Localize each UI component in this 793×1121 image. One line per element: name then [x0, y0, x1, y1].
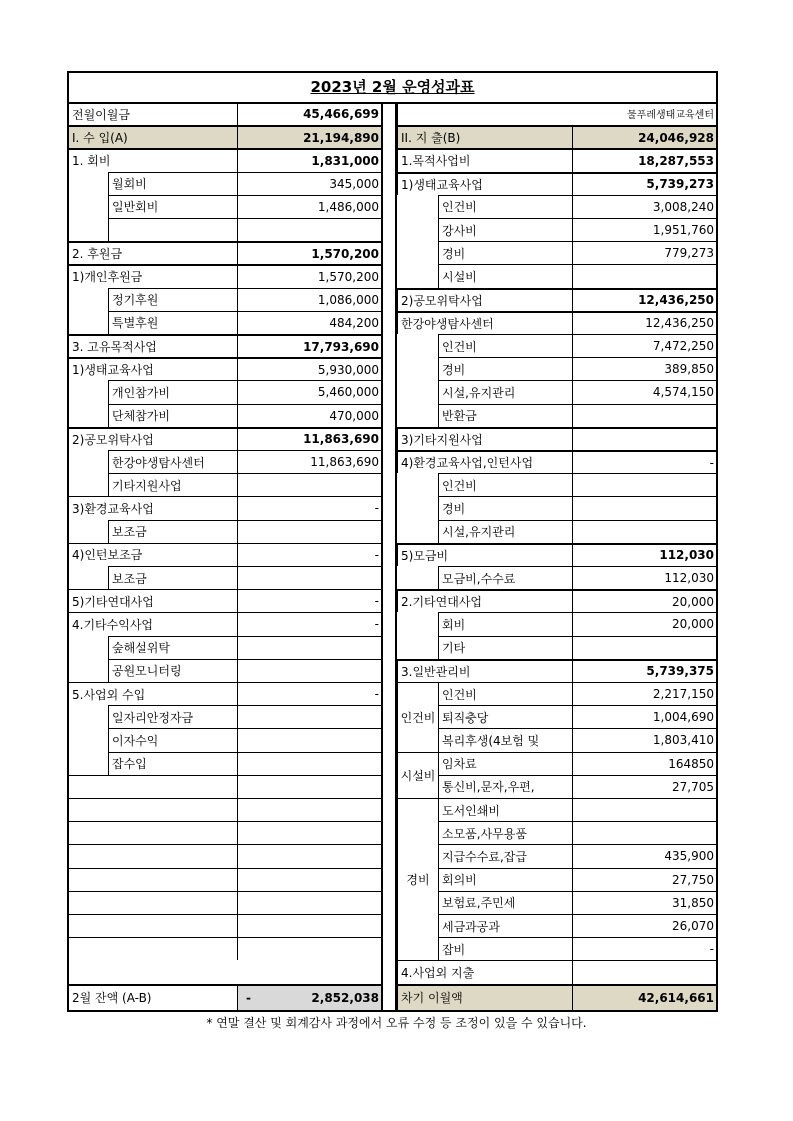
income-row-label: 일반회비: [108, 195, 237, 218]
balance-amount: 2,852,038: [311, 990, 379, 1005]
income-row-value: 1,486,000: [237, 195, 381, 218]
expense-row-label: 4.사업외 지출: [397, 960, 572, 983]
income-row-label: 특별후원: [108, 311, 237, 334]
income-row-value: [237, 636, 381, 659]
expense-row-label: 한강야생탐사센터: [397, 311, 572, 334]
expense-row-label: 경비: [438, 496, 572, 519]
expense-row-label: 도서인쇄비: [438, 798, 572, 821]
balance-sign: -: [246, 990, 251, 1005]
income-row-label: [69, 937, 237, 960]
group-label-labor: 인건비: [397, 682, 438, 752]
income-header-label: I. 수 입(A): [69, 125, 237, 148]
expense-row-label: 시설,유지관리: [438, 520, 572, 543]
income-row-label: 이자수익: [108, 728, 237, 751]
sheet-title: 2023년 2월 운영성과표: [69, 73, 716, 104]
expense-row-value: 389,850: [572, 357, 716, 380]
expense-row-label: 모금비,수수료: [438, 566, 572, 589]
income-row-label: 일자리안정자금: [108, 705, 237, 728]
expense-row-value: [572, 427, 716, 450]
income-row-value: 484,200: [237, 311, 381, 334]
income-row-value: -: [237, 496, 381, 519]
income-row-value: 470,000: [237, 404, 381, 427]
income-row-label: 1. 회비: [69, 148, 237, 171]
income-row-label: [69, 798, 237, 821]
income-row-value: [237, 914, 381, 937]
expense-row-value: 12,436,250: [572, 288, 716, 311]
income-row-label: 잡수입: [108, 752, 237, 775]
expense-row-value: [572, 821, 716, 844]
income-row-value: 1,570,200: [237, 241, 381, 264]
expense-row-label: 기타: [438, 636, 572, 659]
income-row-value: [237, 891, 381, 914]
expense-row-label: 인건비: [438, 334, 572, 357]
expense-row-label: 복리후생(4보험 및: [438, 728, 572, 751]
expense-row-label: 회비: [438, 612, 572, 635]
expense-row-value: [572, 960, 716, 983]
expense-row-value: 3,008,240: [572, 195, 716, 218]
income-row-label: 5.사업외 수입: [69, 682, 237, 705]
income-row-label: [108, 218, 237, 241]
income-row-value: -: [237, 612, 381, 635]
expense-row-label: 1.목적사업비: [397, 148, 572, 171]
income-row-value: 11,863,690: [237, 427, 381, 450]
carry-over-value: 42,614,661: [572, 984, 716, 1010]
expense-row-label: 보험료,주민세: [438, 891, 572, 914]
expense-row-value: 26,070: [572, 914, 716, 937]
expense-row-label: 경비: [438, 357, 572, 380]
expense-row-label: 소모품,사무용품: [438, 821, 572, 844]
income-row-label: 4.기타수익사업: [69, 612, 237, 635]
footnote: * 연말 결산 및 회계감사 과정에서 오류 수정 등 조정이 있을 수 있습니다.: [206, 1016, 587, 1030]
income-row-label: 숲해설위탁: [108, 636, 237, 659]
expense-row-label: 인건비: [438, 195, 572, 218]
expense-row-value: -: [572, 450, 716, 473]
income-row-value: -: [237, 682, 381, 705]
expense-row-value: -: [572, 937, 716, 960]
expense-row-label: 경비: [438, 241, 572, 264]
income-row-label: 보조금: [108, 520, 237, 543]
income-row-label: 정기후원: [108, 288, 237, 311]
grid-line: [381, 102, 383, 1010]
operating-results-sheet: [67, 71, 718, 1012]
expense-row-value: 112,030: [572, 543, 716, 566]
income-row-value: 1,831,000: [237, 148, 381, 171]
income-row-label: 1)개인후원금: [69, 264, 237, 287]
income-row-label: 보조금: [108, 566, 237, 589]
carry-over-label: 차기 이월액: [397, 984, 572, 1010]
expense-row-value: 2,217,150: [572, 682, 716, 705]
expense-header-label: II. 지 출(B): [397, 125, 572, 148]
expense-row-label: 잡비: [438, 937, 572, 960]
income-row-value: [237, 659, 381, 682]
income-row-label: 3)환경교육사업: [69, 496, 237, 519]
income-row-label: 한강야생탐사센터: [108, 450, 237, 473]
expense-row-value: [572, 264, 716, 287]
expense-row-value: 1,803,410: [572, 728, 716, 751]
income-row-label: 개인참가비: [108, 380, 237, 403]
balance-value: [237, 984, 381, 1010]
income-row-value: 345,000: [237, 172, 381, 195]
expense-row-value: [572, 496, 716, 519]
expense-row-value: 5,739,375: [572, 659, 716, 682]
income-row-label: 공원모니터링: [108, 659, 237, 682]
expense-row-value: 779,273: [572, 241, 716, 264]
income-row-label: 단체참가비: [108, 404, 237, 427]
income-row-value: -: [237, 589, 381, 612]
expense-row-label: 인건비: [438, 682, 572, 705]
income-row-value: [237, 566, 381, 589]
income-row-value: [237, 218, 381, 241]
income-row-value: [237, 775, 381, 798]
expense-row-label: 반환금: [438, 404, 572, 427]
org-name: 물푸레생태교육센터: [397, 102, 716, 125]
group-label-facility: 시설비: [397, 752, 438, 798]
income-row-label: 기타지원사업: [108, 473, 237, 496]
expense-row-value: [572, 404, 716, 427]
group-label-expense: 경비: [397, 798, 438, 960]
expense-row-value: [572, 473, 716, 496]
expense-row-label: 지급수수료,잡급: [438, 844, 572, 867]
expense-row-label: 임차료: [438, 752, 572, 775]
expense-row-value: 164850: [572, 752, 716, 775]
income-row-value: [237, 752, 381, 775]
expense-row-value: 18,287,553: [572, 148, 716, 171]
expense-row-value: 31,850: [572, 891, 716, 914]
income-row-value: 5,460,000: [237, 380, 381, 403]
income-row-value: 1,086,000: [237, 288, 381, 311]
expense-row-label: 2)공모위탁사업: [397, 288, 572, 311]
income-header-value: 21,194,890: [237, 125, 381, 148]
income-row-value: 11,863,690: [237, 450, 381, 473]
expense-row-label: 강사비: [438, 218, 572, 241]
income-row-label: [69, 891, 237, 914]
expense-row-value: 435,900: [572, 844, 716, 867]
income-row-value: 17,793,690: [237, 334, 381, 357]
expense-row-value: 4,574,150: [572, 380, 716, 403]
income-row-label: [69, 844, 237, 867]
income-row-label: 월회비: [108, 172, 237, 195]
income-row-label: [69, 868, 237, 891]
income-row-label: [69, 775, 237, 798]
income-row-label: 2. 후원금: [69, 241, 237, 264]
expense-row-label: 시설비: [438, 264, 572, 287]
expense-row-label: 3)기타지원사업: [397, 427, 572, 450]
income-row-label: [69, 821, 237, 844]
income-row-value: -: [237, 543, 381, 566]
prev-balance-value: 45,466,699: [237, 102, 381, 125]
expense-row-value: 1,951,760: [572, 218, 716, 241]
expense-row-value: [572, 520, 716, 543]
income-row-value: 5,930,000: [237, 357, 381, 380]
income-row-label: 2)공모위탁사업: [69, 427, 237, 450]
income-row-value: [237, 844, 381, 867]
expense-header-value: 24,046,928: [572, 125, 716, 148]
expense-row-value: 7,472,250: [572, 334, 716, 357]
expense-row-label: 퇴직충당: [438, 705, 572, 728]
income-row-label: 1)생태교육사업: [69, 357, 237, 380]
expense-row-value: 20,000: [572, 612, 716, 635]
expense-row-value: 112,030: [572, 566, 716, 589]
expense-row-value: 5,739,273: [572, 172, 716, 195]
income-row-value: [237, 798, 381, 821]
income-row-value: 1,570,200: [237, 264, 381, 287]
income-row-label: 3. 고유목적사업: [69, 334, 237, 357]
expense-row-label: 4)환경교육사업,인턴사업: [397, 450, 572, 473]
income-row-value: [237, 473, 381, 496]
expense-row-value: 1,004,690: [572, 705, 716, 728]
balance-label: 2월 잔액 (A-B): [69, 984, 237, 1010]
expense-row-label: 5)모금비: [397, 543, 572, 566]
income-row-value: [237, 937, 381, 960]
income-row-value: [237, 728, 381, 751]
expense-row-label: 통신비,문자,우편,: [438, 775, 572, 798]
expense-row-label: 1)생태교육사업: [397, 172, 572, 195]
expense-row-label: 세금과공과: [438, 914, 572, 937]
expense-row-value: 27,750: [572, 868, 716, 891]
prev-balance-label: 전월이월금: [69, 102, 237, 125]
expense-row-label: 3.일반관리비: [397, 659, 572, 682]
expense-row-value: 27,705: [572, 775, 716, 798]
expense-row-label: 회의비: [438, 868, 572, 891]
expense-row-value: 12,436,250: [572, 311, 716, 334]
income-row-value: [237, 520, 381, 543]
expense-row-value: [572, 798, 716, 821]
income-row-value: [237, 868, 381, 891]
income-row-label: 4)인턴보조금: [69, 543, 237, 566]
expense-row-label: 시설,유지관리: [438, 380, 572, 403]
income-row-value: [237, 705, 381, 728]
expense-row-value: 20,000: [572, 589, 716, 612]
income-row-label: 5)기타연대사업: [69, 589, 237, 612]
grid-line: [395, 102, 397, 1010]
income-row-label: [69, 914, 237, 937]
expense-row-label: 인건비: [438, 473, 572, 496]
expense-row-label: 2.기타연대사업: [397, 589, 572, 612]
expense-row-value: [572, 636, 716, 659]
income-row-value: [237, 821, 381, 844]
